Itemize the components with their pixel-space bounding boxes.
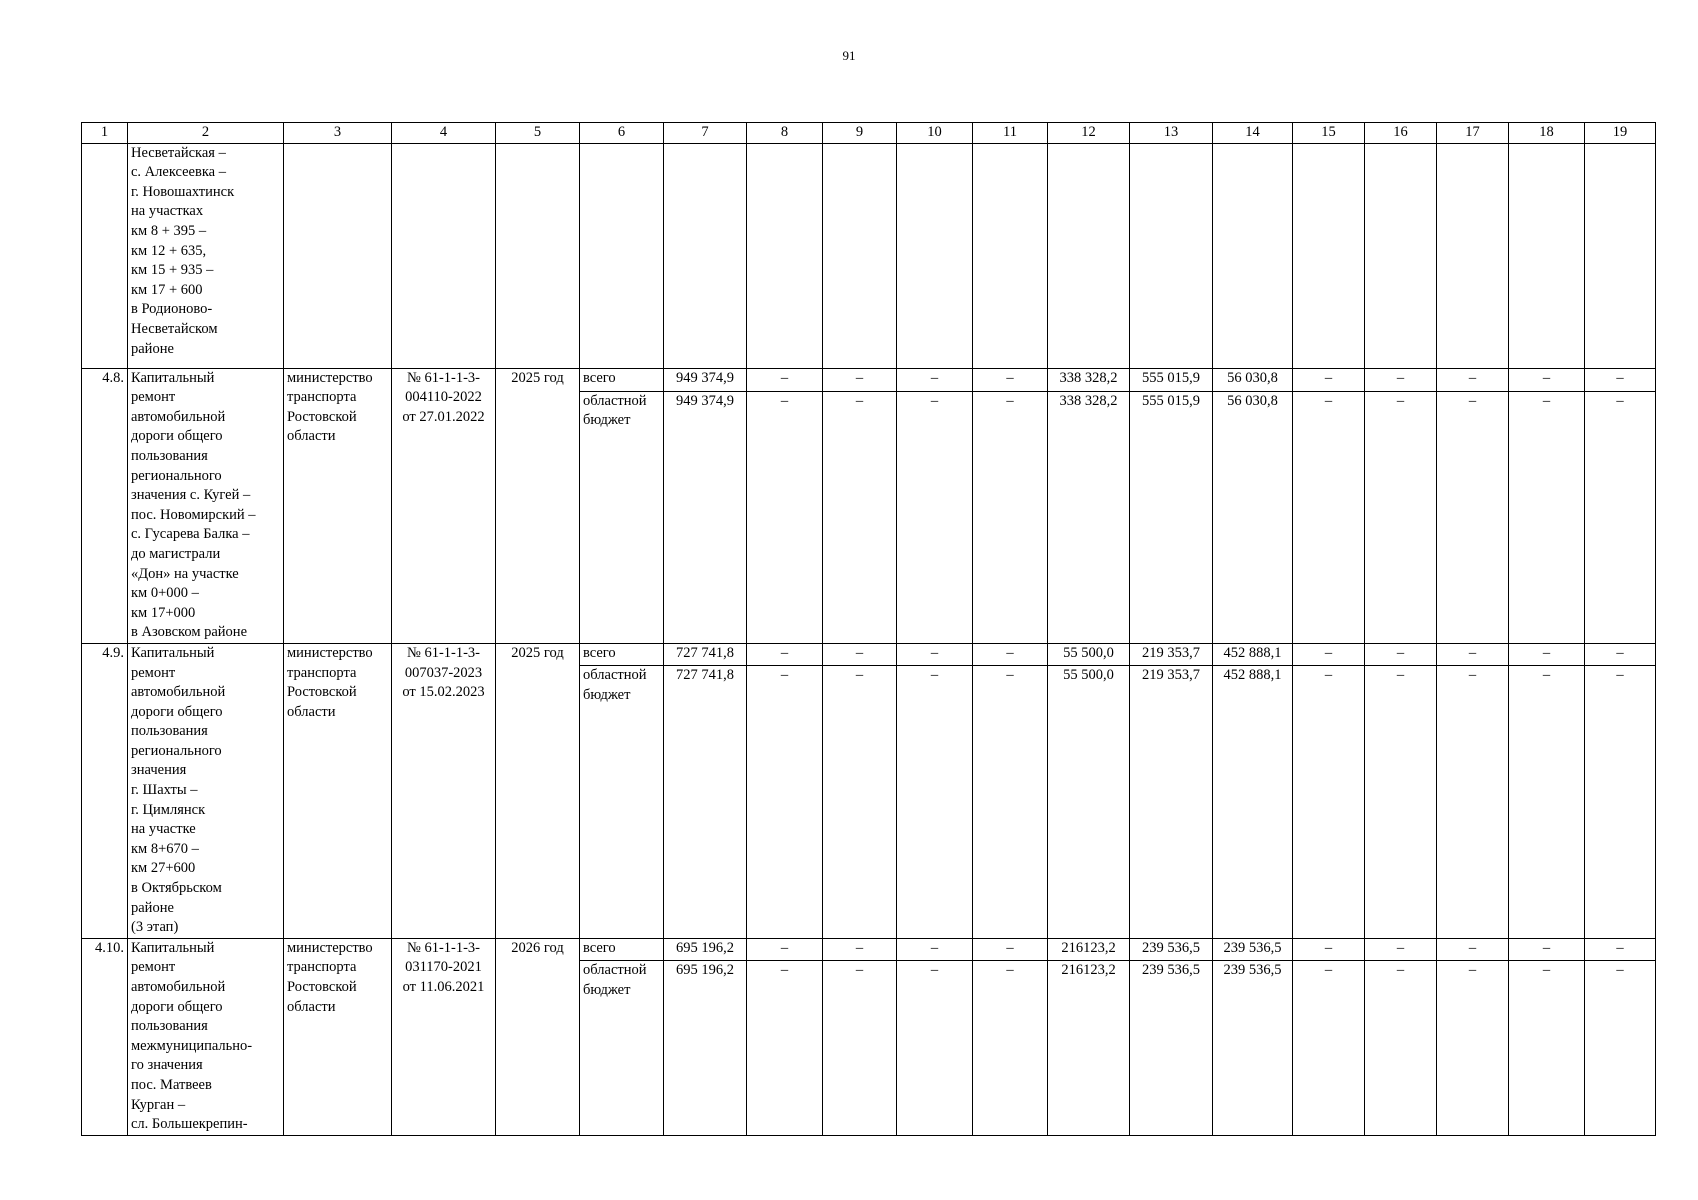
cell-c8: –: [747, 643, 823, 665]
cell-c13: 219 353,7: [1130, 643, 1213, 665]
cell-c13: 239 536,5: [1130, 961, 1213, 1136]
column-header-6: 6: [580, 123, 664, 144]
cell-c18: –: [1509, 666, 1585, 939]
column-header-8: 8: [747, 123, 823, 144]
cell-c17: –: [1437, 666, 1509, 939]
cell-source: областной бюджет: [580, 961, 664, 1136]
cell-c12: 216123,2: [1048, 938, 1130, 960]
cell-source: областной бюджет: [580, 666, 664, 939]
column-header-7: 7: [664, 123, 747, 144]
cell-c8: –: [747, 391, 823, 643]
cell-num: 4.10.: [82, 938, 128, 1135]
cell-c16: –: [1365, 643, 1437, 665]
cell-c18: –: [1509, 391, 1585, 643]
cell-c7: 949 374,9: [664, 391, 747, 643]
cell-c15: –: [1293, 643, 1365, 665]
cell-c7: 949 374,9: [664, 368, 747, 391]
cell-source: всего: [580, 368, 664, 391]
cell-c9: –: [823, 938, 897, 960]
cell-c17: –: [1437, 391, 1509, 643]
cell-c14: 239 536,5: [1213, 961, 1293, 1136]
cell-num: 4.9.: [82, 643, 128, 938]
cell-c10: –: [897, 666, 973, 939]
column-header-13: 13: [1130, 123, 1213, 144]
cell-c19: –: [1585, 643, 1656, 665]
column-header-14: 14: [1213, 123, 1293, 144]
cell-c7: 695 196,2: [664, 961, 747, 1136]
cell-doc: № 61-1-1-3- 004110-2022 от 27.01.2022: [392, 368, 496, 643]
continuation-row: [82, 143, 1656, 368]
cell-c17: –: [1437, 368, 1509, 391]
cell-doc: № 61-1-1-3- 031170-2021 от 11.06.2021: [392, 938, 496, 1135]
budget-table: [81, 122, 1656, 1136]
column-header-18: 18: [1509, 123, 1585, 144]
cell-c12: 338 328,2: [1048, 391, 1130, 643]
cell-c9: –: [823, 643, 897, 665]
cell-c11: –: [973, 938, 1048, 960]
column-header-19: 19: [1585, 123, 1656, 144]
cell-c16: –: [1365, 368, 1437, 391]
cell-c14: 56 030,8: [1213, 391, 1293, 643]
cell-c15: –: [1293, 666, 1365, 939]
cell-c17: –: [1437, 961, 1509, 1136]
cell-c17: –: [1437, 938, 1509, 960]
cell-c19: –: [1585, 368, 1656, 391]
cell-c18: –: [1509, 938, 1585, 960]
cell-c10: –: [897, 961, 973, 1136]
cell-c8: –: [747, 368, 823, 391]
cell-c8: –: [747, 938, 823, 960]
cell-c15: –: [1293, 961, 1365, 1136]
cell-c14: 56 030,8: [1213, 368, 1293, 391]
cell-org: министерство транспорта Ростовской области: [284, 368, 392, 643]
cell-c13: 219 353,7: [1130, 666, 1213, 939]
cell-c18: –: [1509, 368, 1585, 391]
cell-c10: –: [897, 938, 973, 960]
column-header-11: 11: [973, 123, 1048, 144]
cell-name: Капитальный ремонт автомобильной дороги общего пользования регионального значения г. Шахты – г. Цимлянск на участке км 8+670 – км 27+600 в Октябрьском районе (3 этап): [128, 643, 284, 938]
cell-c14: 452 888,1: [1213, 666, 1293, 939]
cell-c15: –: [1293, 938, 1365, 960]
column-header-16: 16: [1365, 123, 1437, 144]
cell-c11: –: [973, 643, 1048, 665]
cell-c16: –: [1365, 961, 1437, 1136]
cell-year: 2025 год: [496, 643, 580, 938]
cell-c8: –: [747, 961, 823, 1136]
column-header-3: 3: [284, 123, 392, 144]
cell-c15: –: [1293, 391, 1365, 643]
cell-c16: –: [1365, 938, 1437, 960]
column-header-5: 5: [496, 123, 580, 144]
header-row: [82, 123, 1656, 144]
page-number: 91: [842, 48, 856, 63]
cell-c11: –: [973, 368, 1048, 391]
cell-c13: 555 015,9: [1130, 368, 1213, 391]
cell-c7: 695 196,2: [664, 938, 747, 960]
cell-c12: 55 500,0: [1048, 666, 1130, 939]
column-header-4: 4: [392, 123, 496, 144]
cell-c14: 239 536,5: [1213, 938, 1293, 960]
cell-year: 2026 год: [496, 938, 580, 1135]
cell-c19: –: [1585, 961, 1656, 1136]
cell-c16: –: [1365, 391, 1437, 643]
item-row: [82, 938, 1656, 960]
cell-num: 4.8.: [82, 368, 128, 643]
column-header-1: 1: [82, 123, 128, 144]
cell-c11: –: [973, 666, 1048, 939]
cell-c9: –: [823, 961, 897, 1136]
cell-c7: 727 741,8: [664, 666, 747, 939]
column-header-17: 17: [1437, 123, 1509, 144]
item-row: [82, 643, 1656, 665]
cell-c10: –: [897, 368, 973, 391]
cell-c10: –: [897, 391, 973, 643]
cell-name: Капитальный ремонт автомобильной дороги общего пользования регионального значения с. Кугей – пос. Новомирский – с. Гусарева Балка – до магистрали «Дон» на участке км 0+000 – км 17+000 в Азовском районе: [128, 368, 284, 643]
cell-c10: –: [897, 643, 973, 665]
cell-year: 2025 год: [496, 368, 580, 643]
cell-c14: 452 888,1: [1213, 643, 1293, 665]
cell-c12: 216123,2: [1048, 961, 1130, 1136]
cell-source: всего: [580, 938, 664, 960]
cell-c13: 555 015,9: [1130, 391, 1213, 643]
cell-c13: 239 536,5: [1130, 938, 1213, 960]
cell-c8: –: [747, 666, 823, 939]
column-header-15: 15: [1293, 123, 1365, 144]
cell-num: [82, 143, 128, 368]
cell-c18: –: [1509, 961, 1585, 1136]
cell-c18: –: [1509, 643, 1585, 665]
column-header-9: 9: [823, 123, 897, 144]
cell-source: областной бюджет: [580, 391, 664, 643]
cell-c17: –: [1437, 643, 1509, 665]
cell-c11: –: [973, 391, 1048, 643]
item-row: [82, 368, 1656, 391]
cell-c9: –: [823, 666, 897, 939]
cell-c19: –: [1585, 938, 1656, 960]
cell-name: Несветайская – с. Алексеевка – г. Новошахтинск на участках км 8 + 395 – км 12 + 635, км 15 + 935 – км 17 + 600 в Родионово- Несветайском районе: [128, 143, 284, 368]
column-header-12: 12: [1048, 123, 1130, 144]
cell-name: Капитальный ремонт автомобильной дороги общего пользования межмуниципально- го значения пос. Матвеев Курган – сл. Большекрепин-: [128, 938, 284, 1135]
cell-c19: –: [1585, 666, 1656, 939]
cell-c9: –: [823, 391, 897, 643]
cell-org: министерство транспорта Ростовской области: [284, 938, 392, 1135]
column-header-2: 2: [128, 123, 284, 144]
cell-doc: № 61-1-1-3- 007037-2023 от 15.02.2023: [392, 643, 496, 938]
cell-c9: –: [823, 368, 897, 391]
cell-org: министерство транспорта Ростовской области: [284, 643, 392, 938]
cell-c12: 55 500,0: [1048, 643, 1130, 665]
column-header-10: 10: [897, 123, 973, 144]
cell-c15: –: [1293, 368, 1365, 391]
cell-c16: –: [1365, 666, 1437, 939]
cell-c11: –: [973, 961, 1048, 1136]
cell-c19: –: [1585, 391, 1656, 643]
cell-source: всего: [580, 643, 664, 665]
cell-c7: 727 741,8: [664, 643, 747, 665]
cell-c12: 338 328,2: [1048, 368, 1130, 391]
